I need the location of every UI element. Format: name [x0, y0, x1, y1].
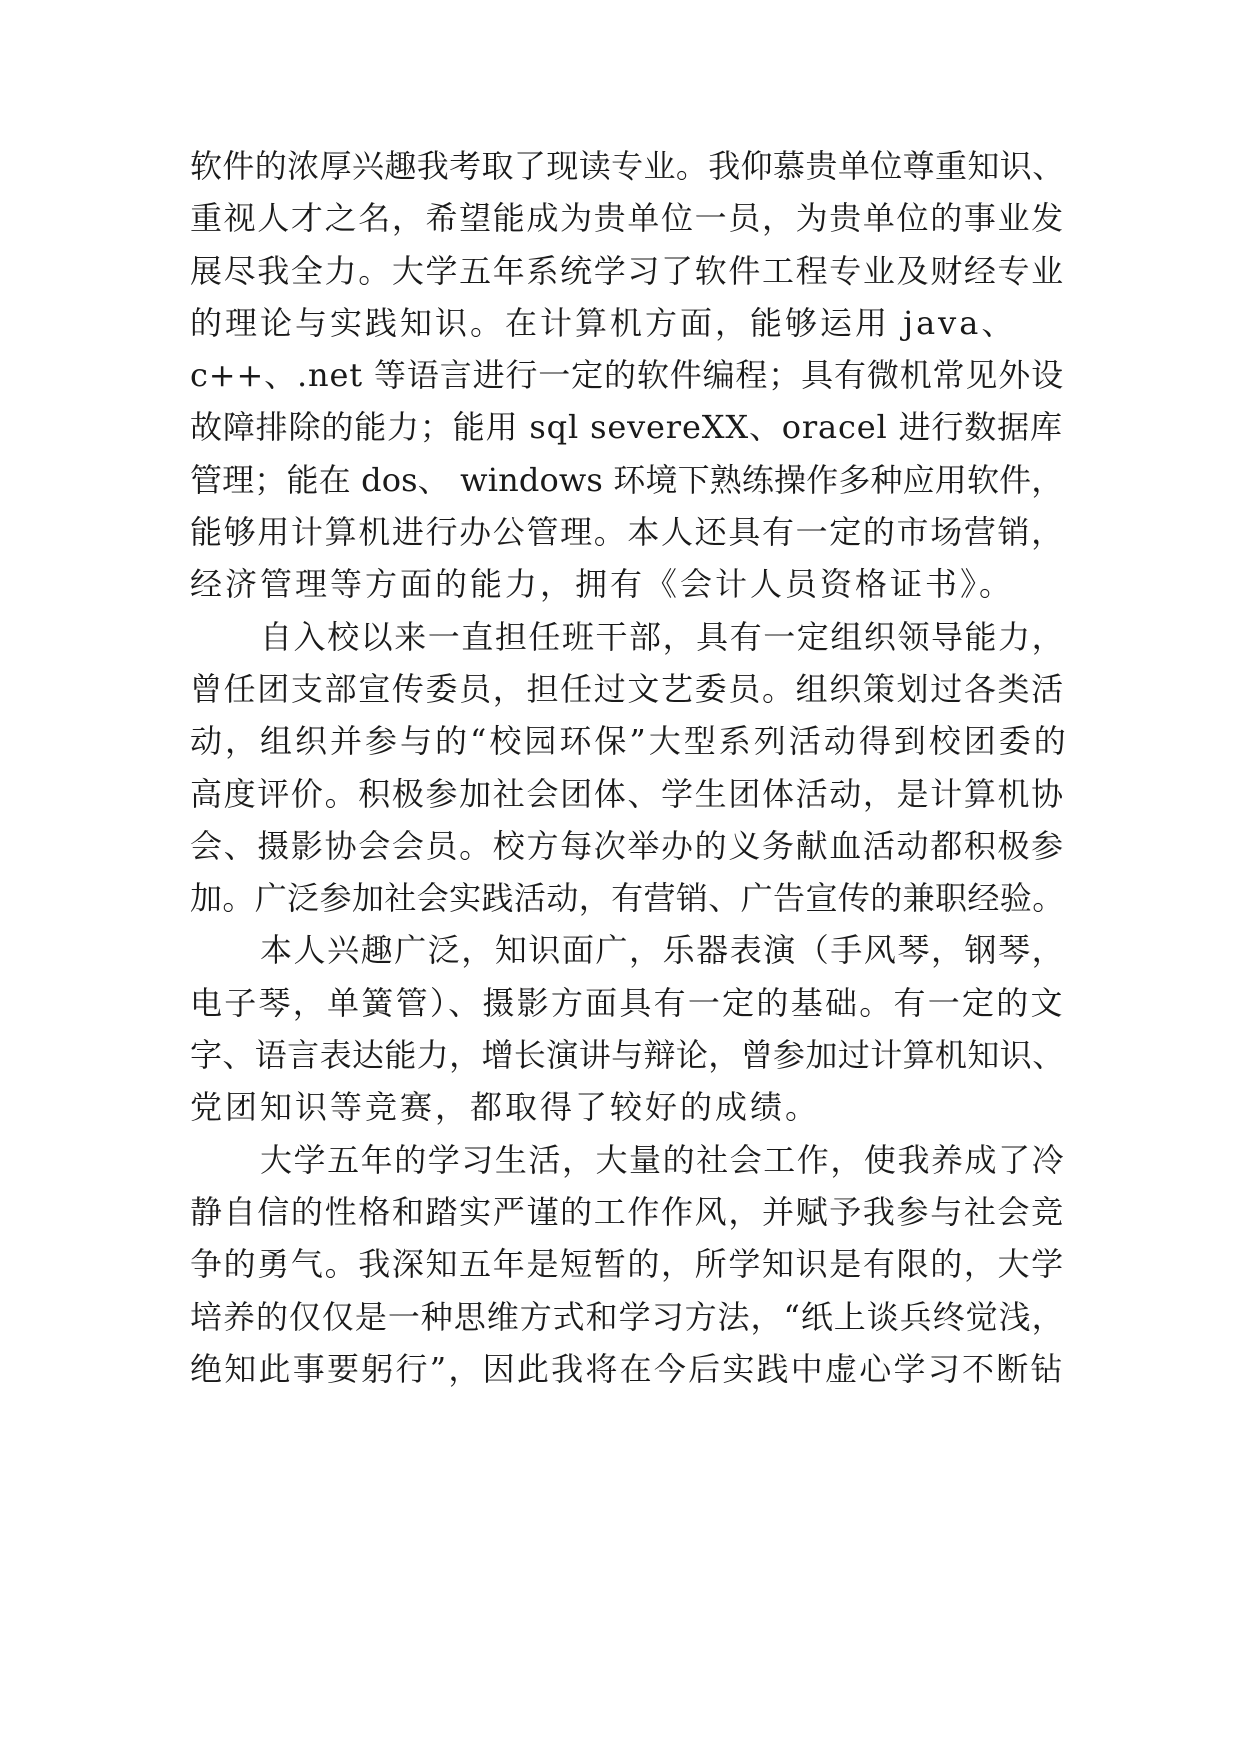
text-line-content: 大学五年的学习生活，大量的社会工作，使我养成了冷	[260, 1140, 1066, 1179]
text-line-content: 的理论与实践知识。在计算机方面，能够运用 java、	[190, 303, 1017, 342]
text-line	[190, 558, 1070, 610]
text-line-content: 会、摄影协会会员。校方每次举办的义务献血活动都积极参	[190, 826, 1065, 865]
text-line-content: 曾任团支部宣传委员，担任过文艺委员。组织策划过各类活	[190, 669, 1065, 708]
text-line-content: 能够用计算机进行办公管理。本人还具有一定的市场营销，	[190, 513, 1065, 552]
text-line-content: 静自信的性格和踏实严谨的工作作风，并赋予我参与社会竞	[190, 1192, 1065, 1231]
text-line	[190, 454, 1070, 506]
text-line	[190, 1081, 1070, 1133]
text-line	[190, 1186, 1070, 1238]
text-line	[190, 977, 1070, 1029]
text-line-content: 经济管理等方面的能力，拥有《会计人员资格证书》。	[190, 565, 1015, 604]
text-line	[190, 611, 1070, 663]
text-line-content: 党团知识等竞赛，都取得了较好的成绩。	[190, 1088, 821, 1127]
text-line-content: 自入校以来一直担任班干部，具有一定组织领导能力，	[260, 617, 1066, 656]
text-line-content: 加。广泛参加社会实践活动，有营销、广告宣传的兼职经验。	[190, 879, 1065, 918]
text-line	[190, 872, 1070, 924]
text-line	[190, 349, 1070, 401]
text-line	[190, 192, 1070, 244]
document-body	[190, 140, 1070, 1395]
text-line-content: 展尽我全力。大学五年系统学习了软件工程专业及财经专业	[190, 251, 1065, 290]
text-line-content: 本人兴趣广泛，知识面广，乐器表演（手风琴，钢琴，	[260, 931, 1066, 970]
text-line	[190, 245, 1070, 297]
text-line-content: 软件的浓厚兴趣我考取了现读专业。我仰慕贵单位尊重知识、	[190, 147, 1065, 185]
text-line-content: 高度评价。积极参加社会团体、学生团体活动，是计算机协	[190, 774, 1065, 813]
text-line	[190, 768, 1070, 820]
text-line	[190, 715, 1070, 767]
text-line	[190, 140, 1070, 192]
text-line-content: 动，组织并参与的“校园环保”大型系列活动得到校团委的	[190, 722, 1069, 761]
text-line	[190, 1029, 1070, 1081]
text-line	[190, 506, 1070, 558]
text-line	[190, 1343, 1070, 1395]
text-line	[190, 663, 1070, 715]
text-line	[190, 820, 1070, 872]
text-line-content: 故障排除的能力；能用 sql severeXX、oracel 进行数据库	[190, 408, 1063, 447]
text-line	[190, 924, 1070, 976]
text-line-content: 管理；能在 dos、 windows 环境下熟练操作多种应用软件，	[190, 460, 1064, 499]
text-line	[190, 401, 1070, 453]
text-line-content: 电子琴，单簧管）、摄影方面具有一定的基础。有一定的文	[190, 983, 1065, 1022]
text-line-content: 重视人才之名，希望能成为贵单位一员，为贵单位的事业发	[190, 199, 1065, 238]
text-line-content: c++、.net 等语言进行一定的软件编程；具有微机常见外设	[190, 356, 1064, 395]
text-line-content: 绝知此事要躬行”，因此我将在今后实践中虚心学习不断钻	[190, 1349, 1065, 1388]
text-line	[190, 1134, 1070, 1186]
text-line	[190, 1291, 1070, 1343]
text-line	[190, 1238, 1070, 1290]
text-line	[190, 297, 1070, 349]
text-line-content: 字、语言表达能力，增长演讲与辩论，曾参加过计算机知识、	[190, 1036, 1065, 1075]
text-line-content: 争的勇气。我深知五年是短暂的，所学知识是有限的，大学	[190, 1245, 1065, 1284]
text-line-content: 培养的仅仅是一种思维方式和学习方法，“纸上谈兵终觉浅，	[190, 1297, 1065, 1336]
